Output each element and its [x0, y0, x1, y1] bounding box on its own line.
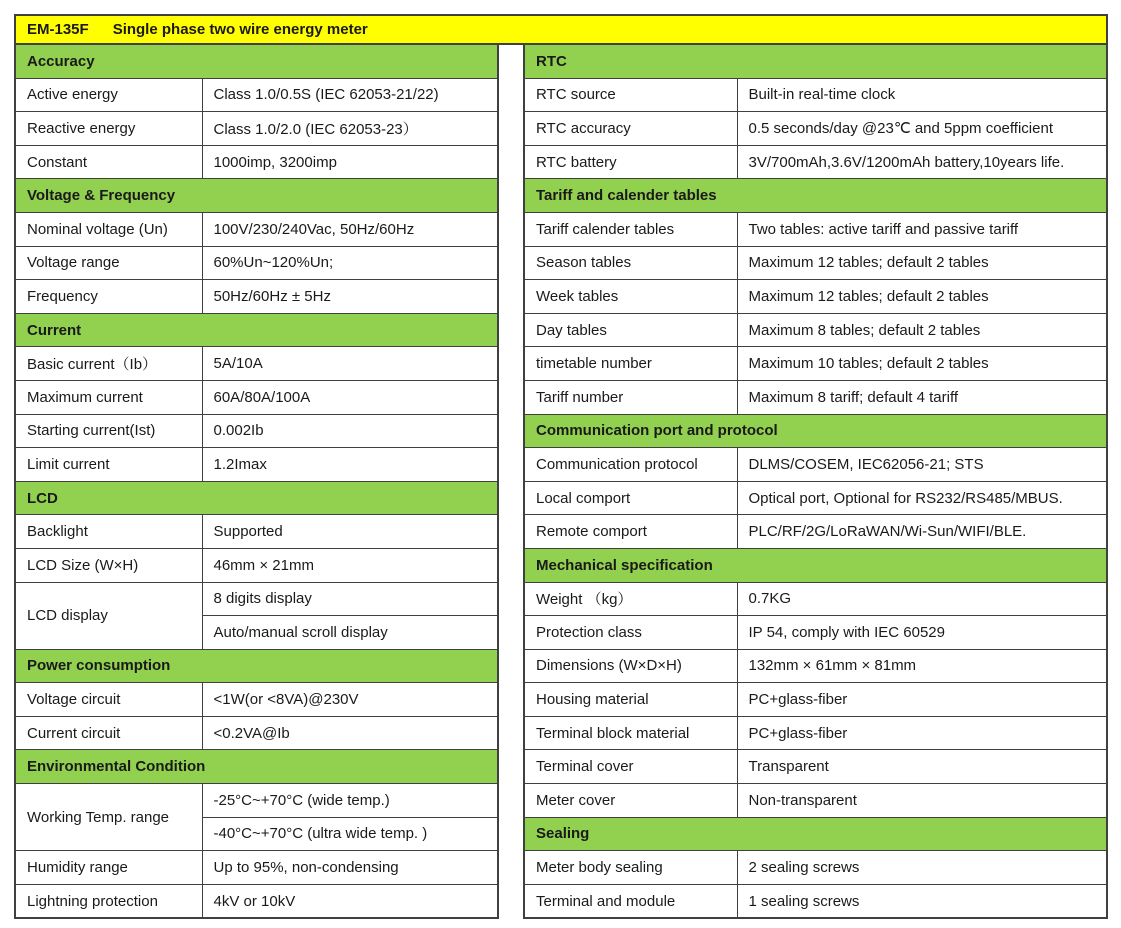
section-row	[524, 548, 1107, 582]
spec-row	[524, 683, 1107, 717]
spec-value: Maximum 8 tariff; default 4 tariff	[737, 380, 1107, 414]
spec-row	[15, 851, 498, 885]
section-header-power-consumption: Power consumption	[15, 649, 498, 683]
section-header-current: Current	[15, 313, 498, 347]
spec-label: Tariff number	[524, 380, 737, 414]
spec-value: -40°C~+70°C (ultra wide temp. )	[202, 817, 498, 851]
spec-value: Maximum 10 tables; default 2 tables	[737, 347, 1107, 381]
spec-value: Up to 95%, non-condensing	[202, 851, 498, 885]
spec-label: Protection class	[524, 616, 737, 650]
spec-label: Local comport	[524, 481, 737, 515]
spec-row	[524, 280, 1107, 314]
spec-label: LCD display	[15, 582, 202, 649]
section-row	[524, 414, 1107, 448]
section-row	[15, 481, 498, 515]
spec-label: Lightning protection	[15, 884, 202, 918]
spec-table-left	[14, 43, 499, 919]
spec-label: Active energy	[15, 78, 202, 112]
spec-row	[524, 347, 1107, 381]
spec-row	[524, 716, 1107, 750]
spec-value: 2 sealing screws	[737, 851, 1107, 885]
spec-row	[15, 448, 498, 482]
spec-label: Backlight	[15, 515, 202, 549]
spec-row	[524, 481, 1107, 515]
section-header-tariff-and-calender-tables: Tariff and calender tables	[524, 179, 1107, 213]
spec-value: DLMS/COSEM, IEC62056-21; STS	[737, 448, 1107, 482]
title-bar	[14, 14, 1108, 45]
spec-label: RTC battery	[524, 145, 737, 179]
spec-value: -25°C~+70°C (wide temp.)	[202, 784, 498, 818]
spec-label: Current circuit	[15, 716, 202, 750]
spec-row	[15, 414, 498, 448]
spec-row	[524, 784, 1107, 818]
spec-row	[15, 280, 498, 314]
spec-value: 8 digits display	[202, 582, 498, 616]
spec-value: Maximum 12 tables; default 2 tables	[737, 280, 1107, 314]
spec-value: PC+glass-fiber	[737, 716, 1107, 750]
spec-label: Meter body sealing	[524, 851, 737, 885]
spec-value: Class 1.0/2.0 (IEC 62053-23）	[202, 112, 498, 146]
section-header-accuracy: Accuracy	[15, 44, 498, 78]
spec-row	[15, 683, 498, 717]
spec-row	[524, 851, 1107, 885]
spec-value: <1W(or <8VA)@230V	[202, 683, 498, 717]
spec-row	[15, 515, 498, 549]
spec-label: Terminal block material	[524, 716, 737, 750]
spec-sheet	[14, 14, 1108, 919]
spec-row	[15, 716, 498, 750]
spec-label: Communication protocol	[524, 448, 737, 482]
spec-row	[15, 78, 498, 112]
spec-label: Terminal cover	[524, 750, 737, 784]
spec-value: IP 54, comply with IEC 60529	[737, 616, 1107, 650]
spec-label: Starting current(Ist)	[15, 414, 202, 448]
spec-row	[524, 246, 1107, 280]
section-header-rtc: RTC	[524, 44, 1107, 78]
spec-row	[524, 212, 1107, 246]
column-gap	[499, 43, 523, 919]
spec-value: 1 sealing screws	[737, 884, 1107, 918]
spec-value: 3V/700mAh,3.6V/1200mAh battery,10years life.	[737, 145, 1107, 179]
spec-row	[15, 548, 498, 582]
spec-value: Maximum 8 tables; default 2 tables	[737, 313, 1107, 347]
spec-label: Voltage circuit	[15, 683, 202, 717]
spec-value: <0.2VA@Ib	[202, 716, 498, 750]
section-header-mechanical-specification: Mechanical specification	[524, 548, 1107, 582]
spec-value: 60%Un~120%Un;	[202, 246, 498, 280]
spec-label: Meter cover	[524, 784, 737, 818]
spec-value: PLC/RF/2G/LoRaWAN/Wi-Sun/WIFI/BLE.	[737, 515, 1107, 549]
spec-label: Weight （kg）	[524, 582, 737, 616]
model-number: EM-135F	[27, 21, 89, 38]
spec-row	[524, 313, 1107, 347]
section-header-communication-port-and-protocol: Communication port and protocol	[524, 414, 1107, 448]
spec-value: 60A/80A/100A	[202, 380, 498, 414]
spec-value: 0.002Ib	[202, 414, 498, 448]
spec-label: Dimensions (W×D×H)	[524, 649, 737, 683]
spec-value: 132mm × 61mm × 81mm	[737, 649, 1107, 683]
spec-value: Non-transparent	[737, 784, 1107, 818]
spec-label: Housing material	[524, 683, 737, 717]
page-title: Single phase two wire energy meter	[112, 21, 368, 38]
spec-label: RTC source	[524, 78, 737, 112]
spec-value: 1000imp, 3200imp	[202, 145, 498, 179]
section-row	[15, 649, 498, 683]
spec-value: PC+glass-fiber	[737, 683, 1107, 717]
spec-row	[524, 78, 1107, 112]
spec-label: timetable number	[524, 347, 737, 381]
spec-label: Week tables	[524, 280, 737, 314]
spec-value: Auto/manual scroll display	[202, 616, 498, 650]
section-row	[15, 179, 498, 213]
spec-label: Basic current（Ib）	[15, 347, 202, 381]
spec-row	[524, 649, 1107, 683]
spec-label: Reactive energy	[15, 112, 202, 146]
spec-value: Optical port, Optional for RS232/RS485/MBUS.	[737, 481, 1107, 515]
spec-row	[15, 246, 498, 280]
spec-row	[15, 884, 498, 918]
spec-row	[15, 347, 498, 381]
spec-value: 1.2Imax	[202, 448, 498, 482]
section-header-environmental-condition: Environmental Condition	[15, 750, 498, 784]
spec-label: Terminal and module	[524, 884, 737, 918]
section-row	[15, 750, 498, 784]
spec-label: Nominal voltage (Un)	[15, 212, 202, 246]
section-header-voltage-frequency: Voltage & Frequency	[15, 179, 498, 213]
spec-value: Supported	[202, 515, 498, 549]
tables-row	[14, 43, 1108, 919]
spec-label: Maximum current	[15, 380, 202, 414]
spec-label: Frequency	[15, 280, 202, 314]
section-row	[524, 817, 1107, 851]
spec-value: 4kV or 10kV	[202, 884, 498, 918]
spec-value: 0.5 seconds/day @23℃ and 5ppm coefficient	[737, 112, 1107, 146]
spec-row	[15, 582, 498, 616]
section-header-sealing: Sealing	[524, 817, 1107, 851]
spec-value: 46mm × 21mm	[202, 548, 498, 582]
spec-label: Limit current	[15, 448, 202, 482]
spec-row	[524, 380, 1107, 414]
spec-value: Maximum 12 tables; default 2 tables	[737, 246, 1107, 280]
spec-label: Constant	[15, 145, 202, 179]
spec-row	[15, 380, 498, 414]
section-header-lcd: LCD	[15, 481, 498, 515]
spec-row	[524, 582, 1107, 616]
spec-row	[524, 616, 1107, 650]
spec-row	[524, 448, 1107, 482]
spec-value: 100V/230/240Vac, 50Hz/60Hz	[202, 212, 498, 246]
section-row	[524, 179, 1107, 213]
spec-value: Two tables: active tariff and passive tariff	[737, 212, 1107, 246]
spec-row	[524, 750, 1107, 784]
spec-value: Built-in real-time clock	[737, 78, 1107, 112]
spec-row	[15, 112, 498, 146]
spec-row	[524, 884, 1107, 918]
spec-label: Humidity range	[15, 851, 202, 885]
spec-label: Voltage range	[15, 246, 202, 280]
spec-value: 0.7KG	[737, 582, 1107, 616]
spec-table-right	[523, 43, 1108, 919]
spec-row	[15, 145, 498, 179]
spec-value: Transparent	[737, 750, 1107, 784]
spec-value: 50Hz/60Hz ± 5Hz	[202, 280, 498, 314]
spec-label: Remote comport	[524, 515, 737, 549]
spec-value: 5A/10A	[202, 347, 498, 381]
spec-label: Day tables	[524, 313, 737, 347]
spec-row	[524, 112, 1107, 146]
spec-label: Tariff calender tables	[524, 212, 737, 246]
section-row	[15, 313, 498, 347]
spec-label: Working Temp. range	[15, 784, 202, 851]
section-row	[15, 44, 498, 78]
spec-row	[524, 145, 1107, 179]
spec-row	[15, 784, 498, 818]
spec-row	[524, 515, 1107, 549]
spec-value: Class 1.0/0.5S (IEC 62053-21/22)	[202, 78, 498, 112]
spec-row	[15, 212, 498, 246]
spec-label: RTC accuracy	[524, 112, 737, 146]
spec-label: LCD Size (W×H)	[15, 548, 202, 582]
spec-label: Season tables	[524, 246, 737, 280]
section-row	[524, 44, 1107, 78]
